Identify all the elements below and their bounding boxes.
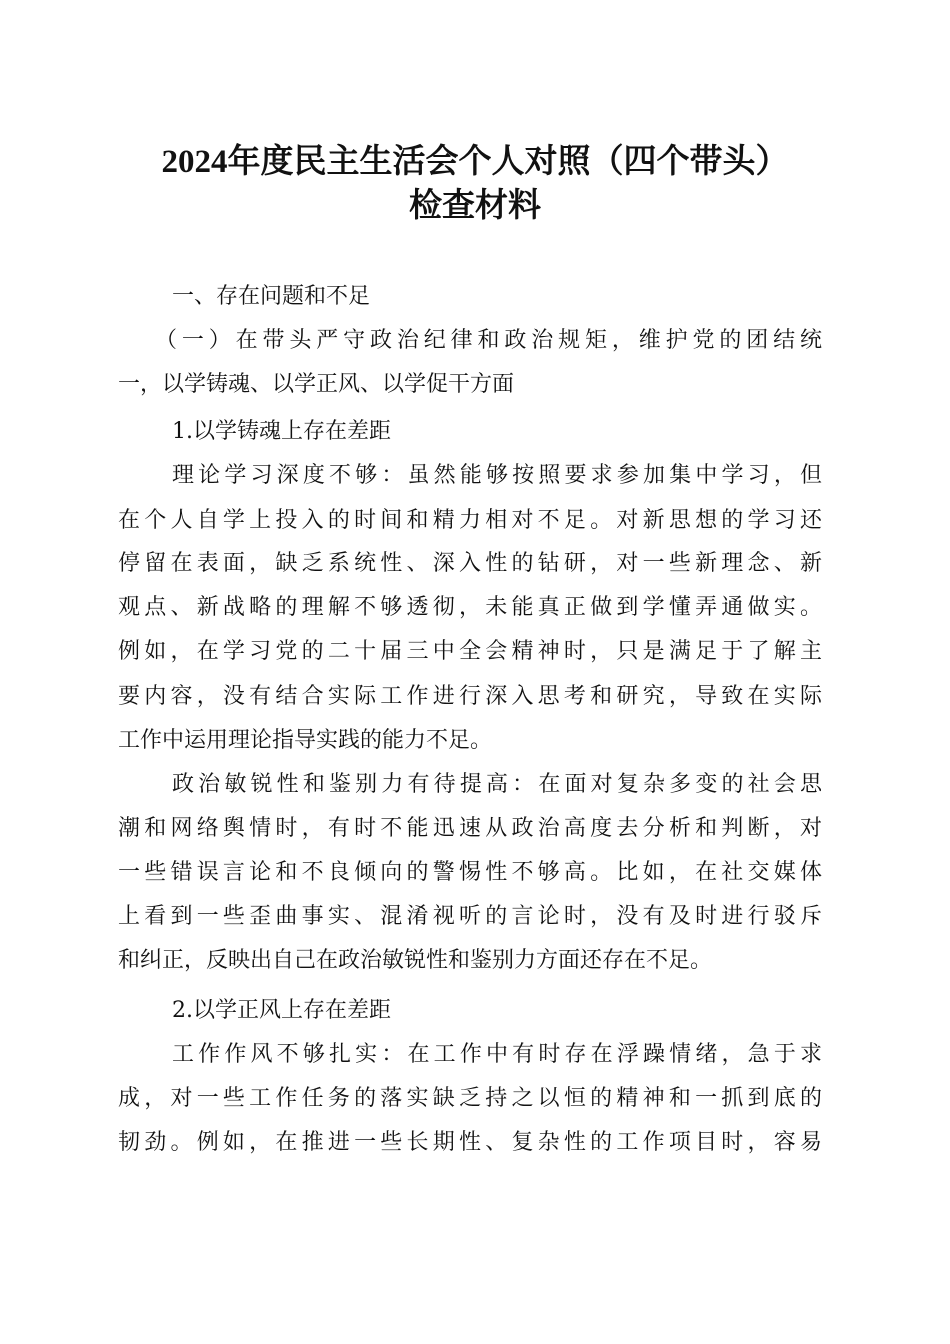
- paragraph-line: 政治敏锐性和鉴别力有待提高：在面对复杂多变的社会思: [172, 772, 822, 797]
- paragraph-line: 工作中运用理论指导实践的能力不足。: [118, 728, 493, 753]
- paragraph-line: 停留在表面，缺乏系统性、深入性的钻研，对一些新理念、新: [118, 551, 822, 576]
- paragraph-line: 一些错误言论和不良倾向的警惕性不够高。比如，在社交媒体: [118, 860, 822, 885]
- paragraph-line: 观点、新战略的理解不够透彻，未能真正做到学懂弄通做实。: [118, 595, 822, 620]
- document-title-line-2: 检查材料: [409, 188, 541, 224]
- paragraph-line: 工作作风不够扎实：在工作中有时存在浮躁情绪，急于求: [172, 1042, 822, 1067]
- paragraph-line: 韧劲。例如，在推进一些长期性、复杂性的工作项目时，容易: [118, 1130, 822, 1155]
- paragraph-line: 例如，在学习党的二十届三中全会精神时，只是满足于了解主: [118, 639, 822, 664]
- paragraph-line: 潮和网络舆情时，有时不能迅速从政治高度去分析和判断，对: [118, 816, 822, 841]
- paragraph-line: 成，对一些工作任务的落实缺乏持之以恒的精神和一抓到底的: [118, 1086, 822, 1111]
- item-heading: 1.以学铸魂上存在差距: [172, 419, 391, 444]
- document-title-line-1: 2024年度民主生活会个人对照（四个带头）: [161, 144, 789, 180]
- paragraph-line: 理论学习深度不够：虽然能够按照要求参加集中学习，但: [172, 463, 822, 488]
- paragraph-line: 和纠正，反映出自己在政治敏锐性和鉴别力方面还存在不足。: [118, 948, 713, 973]
- paragraph-line: 在个人自学上投入的时间和精力相对不足。对新思想的学习还: [118, 508, 822, 533]
- section-heading: 一、存在问题和不足: [172, 284, 371, 309]
- subsection-heading-line: 一，以学铸魂、以学正风、以学促干方面: [118, 372, 515, 397]
- item-heading: 2.以学正风上存在差距: [172, 998, 391, 1023]
- paragraph-line: 上看到一些歪曲事实、混淆视听的言论时，没有及时进行驳斥: [118, 904, 822, 929]
- paragraph-line: 要内容，没有结合实际工作进行深入思考和研究，导致在实际: [118, 684, 822, 709]
- subsection-heading-line: （一）在带头严守政治纪律和政治规矩，维护党的团结统: [155, 328, 822, 353]
